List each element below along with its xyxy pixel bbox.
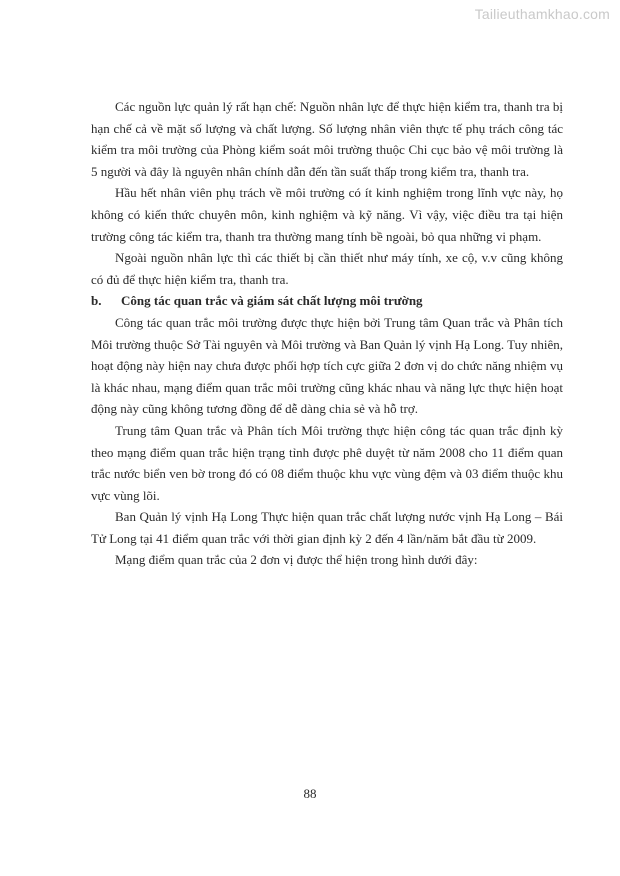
section-heading xyxy=(91,290,563,312)
document-body xyxy=(91,96,563,571)
watermark: Tailieuthamkhao.com xyxy=(474,6,610,22)
section-title: Công tác quan trắc và giám sát chất lượng môi trường xyxy=(121,293,423,309)
paragraph-staff-experience: Hầu hết nhân viên phụ trách về môi trường có ít kinh nghiệm trong lĩnh vực này, họ không có kiến thức chuyên môn, kinh nghiệm và kỹ năng. Vì vậy, việc điều tra tại hiện trường công tác kiểm tra, thanh tra thường mang tính bề ngoài, bỏ qua những vi phạm. xyxy=(91,185,563,244)
paragraph-resources: Các nguồn lực quản lý rất hạn chế: Nguồn nhân lực để thực hiện kiểm tra, thanh tra bị hạn chế cả về mặt số lượng và chất lượng. Số lượng nhân viên thực tế phụ trách công tác kiểm tra môi trường của Phòng kiểm soát môi trường thuộc Chi cục bảo vệ môi trường là 5 người và đây là nguyên nhân chính dẫn đến tần suất thấp trong kiểm tra, thanh tra. xyxy=(91,99,563,179)
paragraph-monitoring-center: Trung tâm Quan trắc và Phân tích Môi trường thực hiện công tác quan trắc định kỳ theo mạng điểm quan trắc hiện trạng tỉnh được phê duyệt từ năm 2008 cho 11 điểm quan trắc nước biển ven bờ trong đó có 08 điểm thuộc khu vực vùng đệm và 03 điểm thuộc khu vực vùng lõi. xyxy=(91,422,563,503)
paragraph-equipment: Ngoài nguồn nhân lực thì các thiết bị cần thiết như máy tính, xe cộ, v.v cũng không có đủ để thực hiện kiểm tra, thanh tra. xyxy=(91,250,563,287)
paragraph-management-board: Ban Quản lý vịnh Hạ Long Thực hiện quan trắc chất lượng nước vịnh Hạ Long – Bái Tử Long tại 41 điểm quan trắc với thời gian định kỳ 2 đến 4 lần/năm bắt đầu từ 2009. xyxy=(91,509,563,546)
paragraph-network-intro: Mạng điểm quan trắc của 2 đơn vị được thể hiện trong hình dưới đây: xyxy=(115,552,478,568)
page-number: 88 xyxy=(303,786,317,801)
paragraph-monitoring: Công tác quan trắc môi trường được thực hiện bởi Trung tâm Quan trắc và Phân tích Môi trường thuộc Sở Tài nguyên và Môi trường và Ban Quản lý vịnh Hạ Long. Tuy nhiên, hoạt động này hiện nay chưa được phối hợp tích cực giữa 2 đơn vị do chức năng nhiệm vụ là khác nhau, mạng điểm quan trắc môi trường cũng khác nhau và năng lực thực hiện hoạt động này cũng không tương đồng để dễ dàng chia sẻ và hỗ trợ. xyxy=(91,314,563,417)
section-number: b. xyxy=(91,293,102,309)
